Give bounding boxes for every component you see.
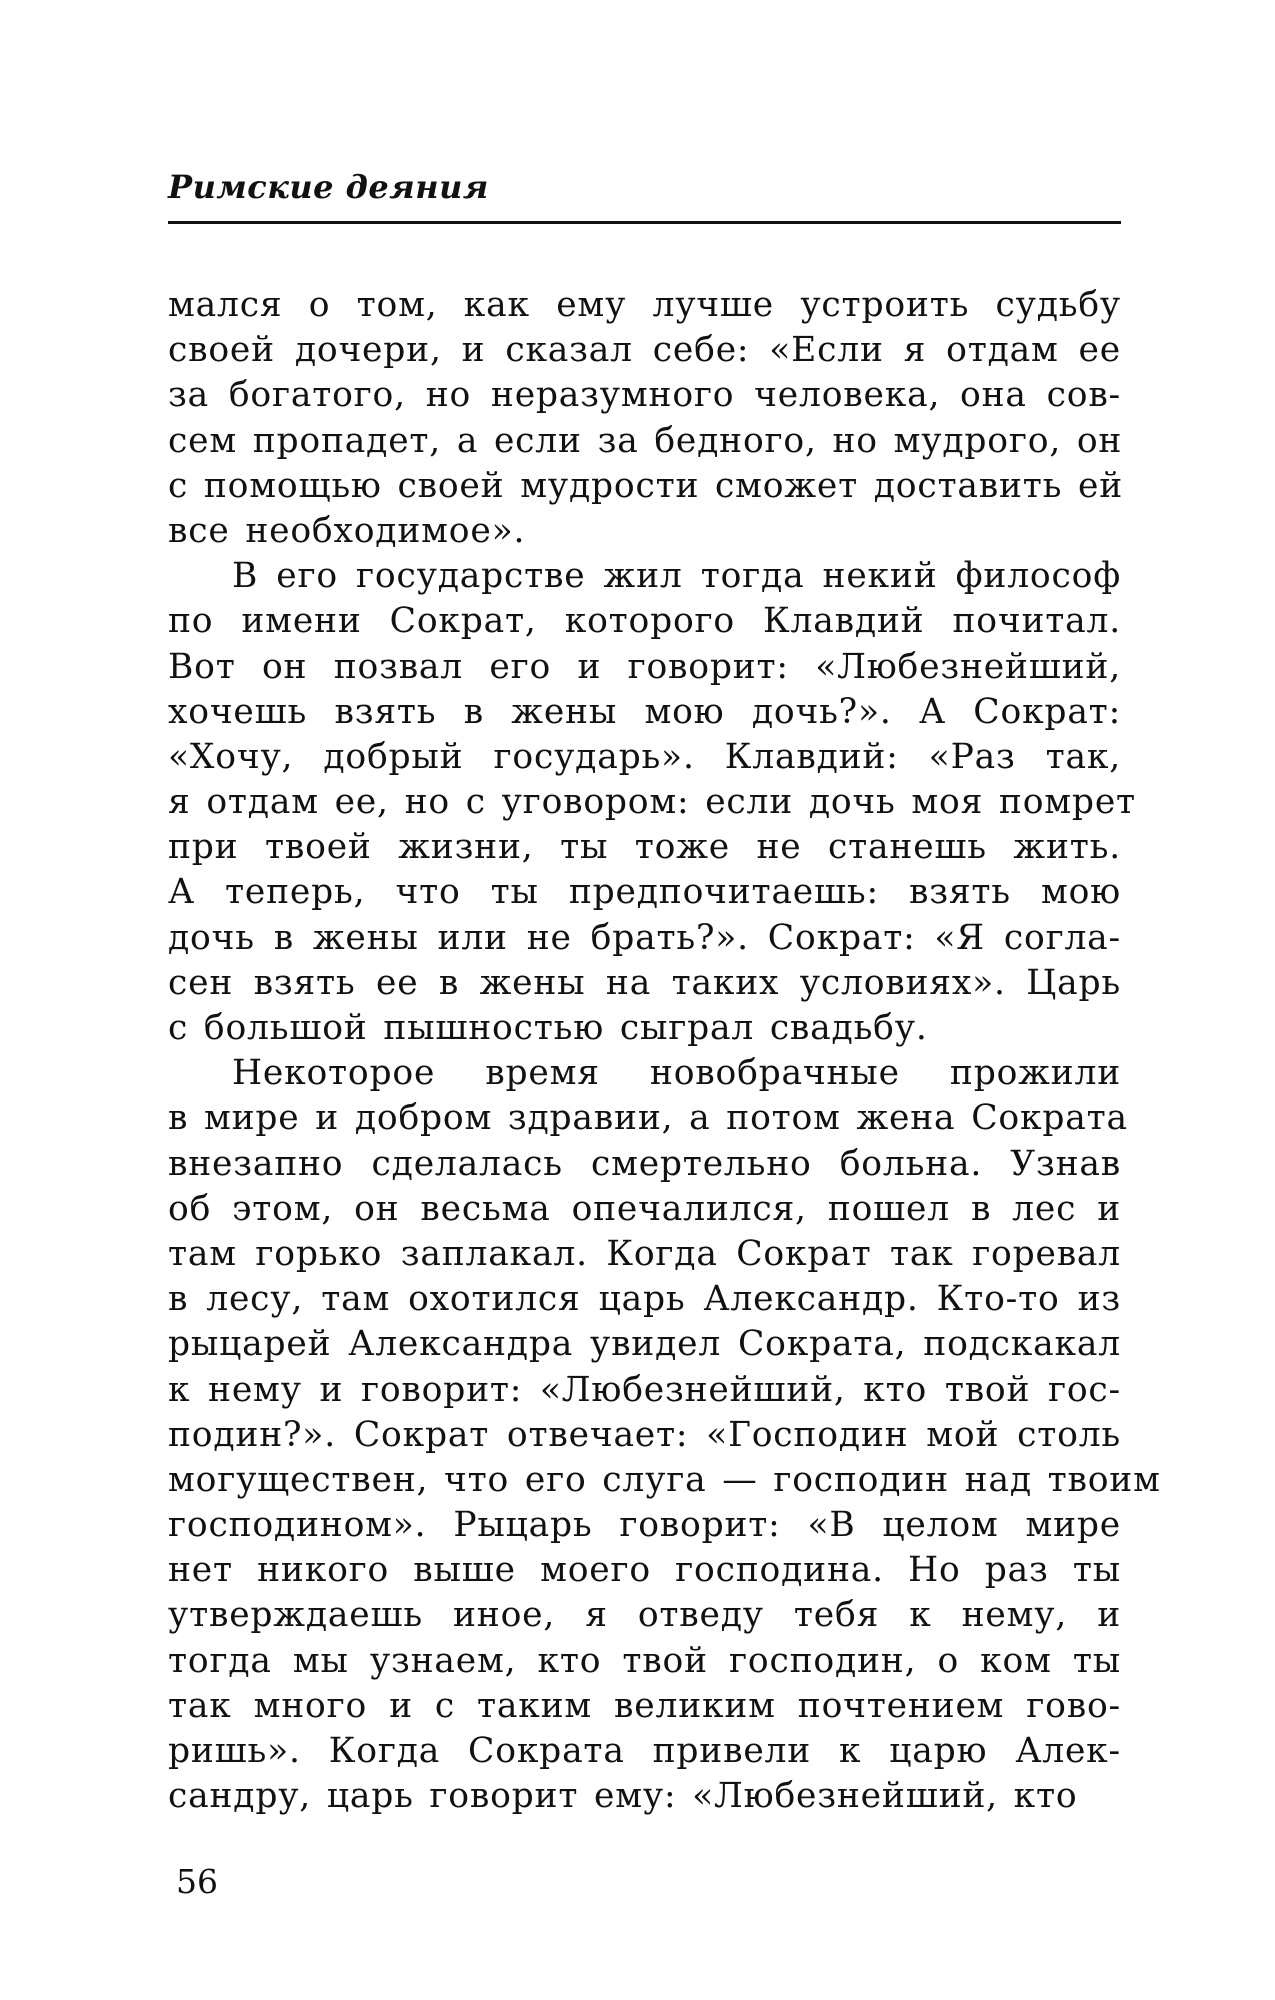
text-line: утверждаешь иное, я отведу тебя к нему, и [168, 1595, 1121, 1636]
text-line: я отдам ее, но с уговором: если дочь моя помрет [168, 782, 1136, 823]
text-line: сандру, царь говорит ему: «Любезнейший, кто [168, 1776, 1078, 1817]
text-line: к нему и говорит: «Любезнейший, кто твой гос- [168, 1369, 1121, 1410]
text-line: по имени Сократ, которого Клавдий почитал. [168, 601, 1121, 642]
paragraph [168, 1051, 1161, 1819]
paragraph [168, 554, 1136, 1051]
text-line: сем пропадет, а если за бедного, но мудрого, он [168, 420, 1123, 461]
text-line: господином». Рыцарь говорит: «В целом мире [168, 1505, 1121, 1546]
text-line: все необходимое». [168, 510, 526, 551]
text-line: подин?». Сократ отвечает: «Господин мой столь [168, 1414, 1121, 1455]
paragraph [168, 283, 1124, 554]
running-head: Римские деяния [168, 168, 489, 206]
text-line: своей дочери, и сказал себе: «Если я отдам ее [168, 330, 1121, 371]
header-rule [168, 221, 1121, 224]
text-line: В его государстве жил тогда некий философ [232, 556, 1121, 597]
text-line: нет никого выше моего господина. Но раз ты [168, 1550, 1121, 1591]
text-line: могуществен, что его слуга — господин над твоим [168, 1459, 1161, 1500]
text-line: дочь в жены или не брать?». Сократ: «Я согла- [168, 917, 1121, 958]
text-line: об этом, он весьма опечалился, пошел в лес и [168, 1188, 1121, 1229]
page-number: 56 [176, 1862, 218, 1901]
body-text [168, 283, 1161, 1819]
text-line: в мире и добром здравии, а потом жена Сократа [168, 1098, 1128, 1139]
text-line: там горько заплакал. Когда Сократ так горевал [168, 1233, 1121, 1274]
text-line: с помощью своей мудрости сможет доставить ей [168, 465, 1124, 506]
text-line: Некоторое время новобрачные прожили [232, 1053, 1121, 1094]
text-line: Вот он позвал его и говорит: «Любезнейший, [168, 646, 1121, 687]
text-line: в лесу, там охотился царь Александр. Кто-то из [168, 1279, 1121, 1320]
text-line: за богатого, но неразумного человека, она сов- [168, 375, 1121, 416]
text-line: «Хочу, добрый государь». Клавдий: «Раз так, [168, 736, 1121, 777]
text-line: внезапно сделалась смертельно больна. Узнав [168, 1143, 1121, 1184]
text-line: тогда мы узнаем, кто твой господин, о ком ты [168, 1640, 1121, 1681]
text-line: рыцарей Александра увидел Сократа, подскакал [168, 1324, 1121, 1365]
text-line: при твоей жизни, ты тоже не станешь жить. [168, 827, 1121, 868]
text-line: с большой пышностью сыграл свадьбу. [168, 1008, 928, 1048]
text-line: мался о том, как ему лучше устроить судьбу [168, 285, 1121, 325]
text-line: сен взять ее в жены на таких условиях». Царь [168, 962, 1121, 1003]
text-line: А теперь, что ты предпочитаешь: взять мою [168, 872, 1121, 913]
text-line: хочешь взять в жены мою дочь?». А Сократ: [168, 691, 1121, 732]
text-line: так много и с таким великим почтением гово- [168, 1685, 1121, 1726]
text-line: ришь». Когда Сократа привели к царю Алек- [168, 1731, 1121, 1771]
